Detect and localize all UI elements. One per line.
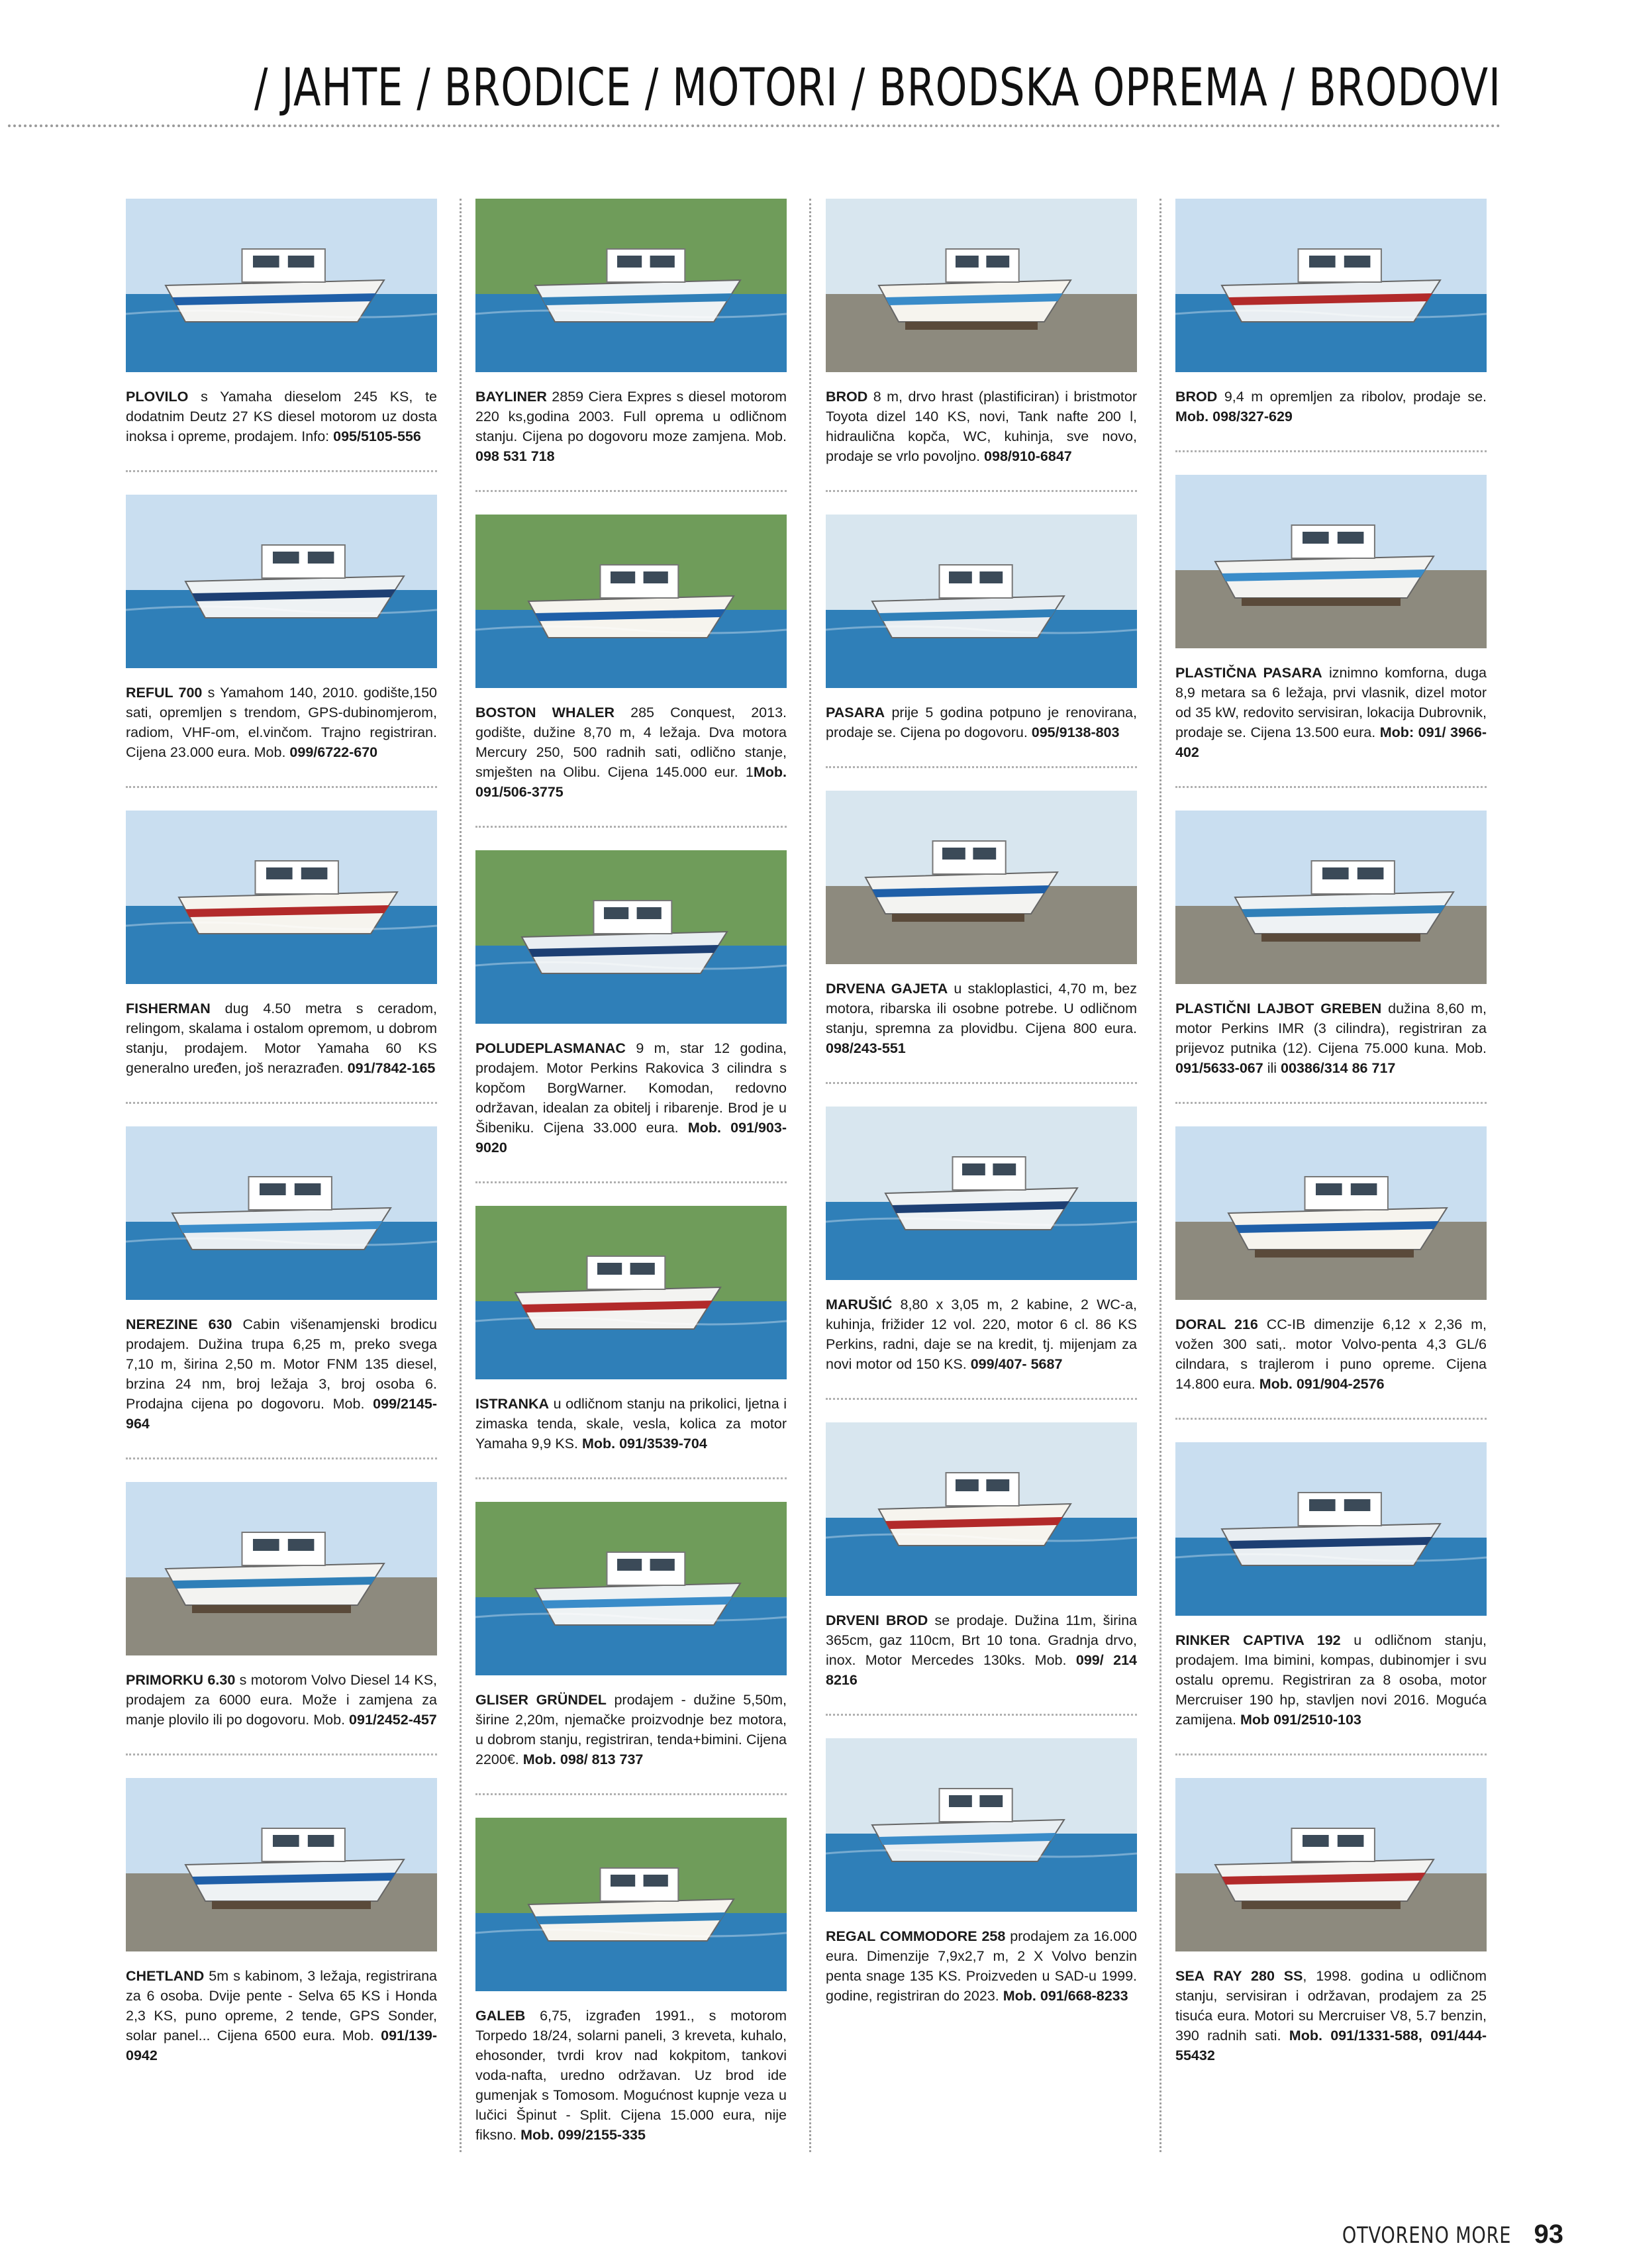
- classifieds-column-3: [826, 199, 1137, 2030]
- classified-ad: [1175, 1102, 1487, 1394]
- ad-phone: 098 531 718: [475, 448, 555, 464]
- classified-ad: [475, 1181, 787, 1454]
- column-divider: [809, 199, 811, 2152]
- ad-description: iznimno komforna, duga 8,9 metara sa 6 ležaja, prvi vlasnik, dizel motor od 35 kW, redovito servisiran, lokacija Dubrovnik, prodaje se. Cijena 13.500 eura.: [1175, 665, 1487, 740]
- ad-phone: 099/ 214 8216: [826, 1652, 1138, 1688]
- ad-phone: Mob: 091/ 3966-402: [1175, 724, 1487, 760]
- ad-text: [126, 1314, 437, 1434]
- classified-ad: [126, 1457, 437, 1730]
- boat-photo-drvena-gajeta: [826, 791, 1137, 964]
- ad-title: MARUŠIĆ: [826, 1297, 893, 1312]
- classified-ad: [826, 766, 1137, 1058]
- ad-description: 9 m, star 12 godina, prodajem. Motor Perkins Rakovica 3 cilindra s kopčom BorgWarner. Komodan, redovno održavan, idealan za obitelj i ribarenje. Brod je u Šibeniku. Cijena 33.000 eura.: [475, 1040, 787, 1136]
- ad-phone: 099/2145-964: [126, 1396, 437, 1432]
- ad-title: GALEB: [475, 2008, 526, 2024]
- ad-title: NEREZINE 630: [126, 1316, 232, 1332]
- ad-description: se prodaje. Dužina 11m, širina 365cm, gaz 110cm, Brt 10 tona. Gradnja drvo, inox. Motor Mercedes 130ks. Mob.: [826, 1612, 1137, 1668]
- boat-photo-plasticna-pasara: [1175, 475, 1487, 648]
- classified-ad: [1175, 1753, 1487, 2065]
- ad-title: DORAL 216: [1175, 1316, 1258, 1332]
- ad-text: [126, 387, 437, 446]
- classifieds-column-1: [126, 199, 437, 2089]
- boat-photo-pasara-bay: [826, 515, 1137, 688]
- ad-title: SEA RAY 280 SS: [1175, 1968, 1303, 1984]
- ad-description: 8 m, drvo hrast (plastificiran) i bristmotor Toyota dizel 140 KS, novi, Tank nafte 200 l, hidraulična kopča, WC, kuhinja, sve novo, prodaje se vrlo povoljno.: [826, 389, 1137, 464]
- ad-text: [475, 1394, 787, 1454]
- ad-phone: Mob. 099/2155-335: [520, 2127, 646, 2143]
- page-footer: [1300, 2220, 1563, 2249]
- ad-text: [1175, 999, 1487, 1078]
- column-divider: [460, 199, 462, 2152]
- ad-description: 8,80 x 3,05 m, 2 kabine, 2 WC-a, kuhinja, frižider 12 vol. 220, motor 6 cl. 86 KS Perkins, radni, daje se na kredit, tj. mijenjam za novi motor od 150 KS.: [826, 1297, 1137, 1372]
- ad-text: [1175, 1630, 1487, 1730]
- ad-phone: Mob. 098/ 813 737: [522, 1751, 644, 1767]
- ad-description: s Yamahom 140, 2010. godište,150 sati, opremljen s trendom, GPS-dubinomjerom, radiom, VHF-om, el.vinčom. Trajno registriran. Cijena 23.000 eura. Mob.: [126, 685, 437, 760]
- ad-title: ISTRANKA: [475, 1396, 550, 1412]
- classified-ad: [126, 1753, 437, 2065]
- ad-title: BOSTON WHALER: [475, 705, 615, 720]
- classified-ad: [475, 826, 787, 1158]
- classified-ad: [475, 1477, 787, 1769]
- boat-photo-nerezine-cabin: [126, 1126, 437, 1300]
- ad-title: PLASTIČNA PASARA: [1175, 665, 1322, 681]
- header-divider: [8, 124, 1501, 127]
- boat-photo-chetland-trailer: [126, 1778, 437, 1951]
- ad-description: prodajem za 16.000 eura. Dimenzije 7,9x2,7 m, 2 X Volvo benzin penta snage 135 KS. Proizveden u SAD-u 1999. godine, registriran do 2023.: [826, 1928, 1137, 2004]
- classified-ad: [126, 199, 437, 446]
- ad-title: PRIMORKU 6.30: [126, 1672, 236, 1688]
- ad-description: ili: [1263, 1060, 1281, 1076]
- boat-photo-doral-216: [1175, 1126, 1487, 1300]
- ad-phone: Mob. 091/668-8233: [1003, 1988, 1128, 2004]
- ad-title: RINKER CAPTIVA 192: [1175, 1632, 1341, 1648]
- classified-ad: [475, 490, 787, 802]
- ad-title: GLISER GRÜNDEL: [475, 1692, 607, 1708]
- ad-title: BAYLINER: [475, 389, 547, 405]
- ad-title: PLOVILO: [126, 389, 189, 405]
- ad-phone: Mob 091/2510-103: [1240, 1712, 1361, 1728]
- ad-phone: 091/5633-067: [1175, 1060, 1263, 1076]
- classified-ad: [126, 470, 437, 762]
- page-number: 93: [1534, 2220, 1563, 2249]
- ad-description: s Yamaha dieselom 245 KS, te dodatnim Deutz 27 KS diesel motorom uz dosta inoksa i opreme, prodajem. Info:: [126, 389, 437, 444]
- ad-description: u odličnom stanju, prodajem. Ima bimini, kompas, dubinomjer i svu ostalu opremu. Registriran za 8 osoba, motor Mercruiser 190 hp, stavljen novi 2016. Moguća zamijena.: [1175, 1632, 1487, 1728]
- ad-text: [475, 387, 787, 466]
- ad-phone: Mob. 091/904-2576: [1259, 1376, 1385, 1392]
- ad-description: 5m s kabinom, 3 ležaja, registrirana za 6 osoba. Dvije pente - Selva 65 KS i Honda 2,3 KS, puno opreme, 2 tende, GPS Sonder, solar panel... Cijena 6500 eura. Mob.: [126, 1968, 437, 2044]
- ad-description: , 1998. godina u odličnom stanju, servisiran i održavan, prodajem za 25 tisuća eura. Motori su Mercruiser V8, 5.7 benzin, 390 radnih sati.: [1175, 1968, 1487, 2044]
- boat-photo-boston-whaler: [475, 515, 787, 688]
- ad-phone: 099/6722-670: [289, 744, 378, 760]
- ad-description: prodajem - dužine 5,50m, širine 2,20m, njemačke proizvodnje bez motora, u dobrom stanju, registriran, tenda+bimini. Cijena 2200€.: [475, 1692, 787, 1767]
- ad-description: Cabin višenamjenski brodicu prodajem. Dužina trupa 6,25 m, preko svega 7,10 m, širina 2,50 m. Motor FNM 135 diesel, brzina 24 nm, broj ležaja 3, broj osoba 6. Prodajna cijena po dogovoru. Mob.: [126, 1316, 437, 1412]
- ad-text: [126, 1966, 437, 2065]
- column-divider: [1159, 199, 1161, 2152]
- boat-photo-brod-ribolov: [1175, 199, 1487, 372]
- boat-photo-regal-commodore: [826, 1738, 1137, 1912]
- boat-photo-blue-speedboat: [126, 199, 437, 372]
- ad-title: FISHERMAN: [126, 1001, 211, 1016]
- ad-text: [475, 2006, 787, 2145]
- ad-text: [826, 1926, 1137, 2006]
- classified-ad: [826, 1398, 1137, 1690]
- classified-ad: [1175, 1418, 1487, 1730]
- classified-ad: [826, 1082, 1137, 1374]
- ad-text: [126, 1670, 437, 1730]
- ad-description: 6,75, izgrađen 1991., s motorom Torpedo 18/24, solarni paneli, 3 kreveta, kuhalo, ehosonder, tvrdi krov nad kokpitom, tankovi voda-nafta, uredno održavan. Uz brod ide gumenjak s Tomosom. Mogućnost kupnje veza u lučici Špinut - Split. Cijena 15.000 eura, nije fiksno.: [475, 2008, 787, 2143]
- ad-description: 285 Conquest, 2013. godište, dužine 8,70 m, 4 ležaja. Dva motora Mercury 250, 500 radnih sati, odlično stanje, smješten na Olibu. Cijena 145.000 eur. 1: [475, 705, 787, 780]
- boat-photo-rinker-captiva: [1175, 1442, 1487, 1616]
- ad-title: BROD: [826, 389, 868, 405]
- ad-text: [475, 1038, 787, 1158]
- ad-phone: 098/910-6847: [984, 448, 1072, 464]
- ad-description: u odličnom stanju na prikolici, ljetna i zimaska tenda, skale, vesla, kolica za motor Yamaha 9,9 KS.: [475, 1396, 787, 1452]
- classifieds-column-2: [475, 199, 787, 2169]
- ad-title: PLASTIČNI LAJBOT GREBEN: [1175, 1001, 1382, 1016]
- ad-text: [826, 703, 1137, 742]
- boat-photo-fisherman-open-boat: [126, 811, 437, 984]
- ad-description: 9,4 m opremljen za ribolov, prodaje se.: [1217, 389, 1487, 405]
- ad-phone: 095/5105-556: [333, 428, 421, 444]
- ad-text: [475, 703, 787, 802]
- ad-phone: Mob. 091/1331-588, 091/444-55432: [1175, 2028, 1487, 2063]
- boat-photo-brod-drvo-hrast: [826, 199, 1137, 372]
- classified-ad: [126, 786, 437, 1078]
- section-title: / JAHTE / BRODICE / MOTORI / BRODSKA OPREMA / BRODOVI: [254, 58, 1501, 118]
- ad-text: [826, 1295, 1137, 1374]
- ad-phone: 091/7842-165: [347, 1060, 436, 1076]
- classified-ad: [826, 1714, 1137, 2006]
- ad-phone: Mob. 091/3539-704: [581, 1436, 707, 1452]
- ad-description: CC-IB dimenzije 6,12 x 2,36 m, vožen 300 sati,. motor Volvo-penta 4,3 GL/6 cilndara, s trajlerom i puno opreme. Cijena 14.800 eura.: [1175, 1316, 1487, 1392]
- ad-description: s motorom Volvo Diesel 14 KS, prodajem za 6000 eura. Može i zamjena za manje plovilo ili po dogovoru. Mob.: [126, 1672, 438, 1728]
- ad-title: CHETLAND: [126, 1968, 205, 1984]
- boat-photo-cabin-boat-pier: [126, 495, 437, 668]
- ad-description: u stakloplastici, 4,70 m, bez motora, ribarska ili osobne potrebe. U odličnom stanju, spremna za plovidbu. Cijena 800 eura.: [826, 981, 1137, 1036]
- ad-phone: 091/2452-457: [349, 1712, 437, 1728]
- boat-photo-primorku-on-land: [126, 1482, 437, 1655]
- boat-photo-bayliner-night: [475, 199, 787, 372]
- ad-title: DRVENI BROD: [826, 1612, 928, 1628]
- ad-text: [826, 979, 1137, 1058]
- classified-ad: [1175, 450, 1487, 762]
- classified-ad: [126, 1102, 437, 1434]
- classified-ad: [475, 1793, 787, 2145]
- boat-photo-marusic-sailboat: [826, 1107, 1137, 1280]
- ad-description: dug 4.50 metra s ceradom, relingom, skalama i ostalom opremom, u dobrom stanju, prodajem. Motor Yamaha 60 KS generalno uređen, još nerazrađen.: [126, 1001, 437, 1076]
- ad-phone: Mob. 091/506-3775: [475, 764, 787, 800]
- ad-text: [826, 387, 1137, 466]
- boat-photo-sea-ray-280: [1175, 1778, 1487, 1951]
- classified-ad: [826, 490, 1137, 742]
- classifieds-column-4: [1175, 199, 1487, 2089]
- boat-photo-istranka-canopy: [475, 1206, 787, 1379]
- boat-photo-drveni-brod: [826, 1422, 1137, 1596]
- classified-ad: [1175, 199, 1487, 426]
- boat-photo-lajbot-greben: [1175, 811, 1487, 984]
- boat-photo-gliser-gruendel: [475, 1502, 787, 1675]
- ad-text: [826, 1610, 1137, 1690]
- classified-ad: [826, 199, 1137, 466]
- classified-ad: [1175, 786, 1487, 1078]
- ad-phone: Mob. 091/903-9020: [475, 1120, 787, 1156]
- ad-text: [1175, 1966, 1487, 2065]
- ad-text: [475, 1690, 787, 1769]
- ad-title: POLUDEPLASMANAC: [475, 1040, 626, 1056]
- ad-title: PASARA: [826, 705, 885, 720]
- ad-phone: Mob. 098/327-629: [1175, 409, 1293, 424]
- boat-photo-galeb-marina: [475, 1818, 787, 1991]
- ad-phone: 095/9138-803: [1031, 724, 1120, 740]
- classified-ad: [475, 199, 787, 466]
- ad-text: [1175, 1314, 1487, 1394]
- ad-title: DRVENA GAJETA: [826, 981, 948, 997]
- ad-phone: 099/407- 5687: [970, 1356, 1063, 1372]
- ad-description: dužina 8,60 m, motor Perkins IMR (3 cilindra), registriran za prijevoz putnika (12). Cijena 75.000 kuna. Mob.: [1175, 1001, 1487, 1056]
- ad-text: [1175, 663, 1487, 762]
- ad-description: prije 5 godina potpuno je renovirana, prodaje se. Cijena po dogovoru.: [826, 705, 1137, 740]
- ad-text: [126, 999, 437, 1078]
- boat-photo-poludeplasmanac: [475, 850, 787, 1024]
- ad-title: REFUL 700: [126, 685, 203, 701]
- ad-description: 2859 Ciera Expres s diesel motorom 220 ks,godina 2003. Full oprema u odličnom stanju. Cijena po dogovoru moze zamjena. Mob.: [475, 389, 787, 444]
- ad-phone: 091/139- 0942: [126, 2028, 437, 2063]
- ad-title: REGAL COMMODORE 258: [826, 1928, 1006, 1944]
- ad-title: BROD: [1175, 389, 1218, 405]
- magazine-name: OTVORENO MORE: [1342, 2222, 1512, 2249]
- ad-phone: 098/243-551: [826, 1040, 906, 1056]
- ad-text: [126, 683, 437, 762]
- ad-phone: 00386/314 86 717: [1281, 1060, 1396, 1076]
- ad-text: [1175, 387, 1487, 426]
